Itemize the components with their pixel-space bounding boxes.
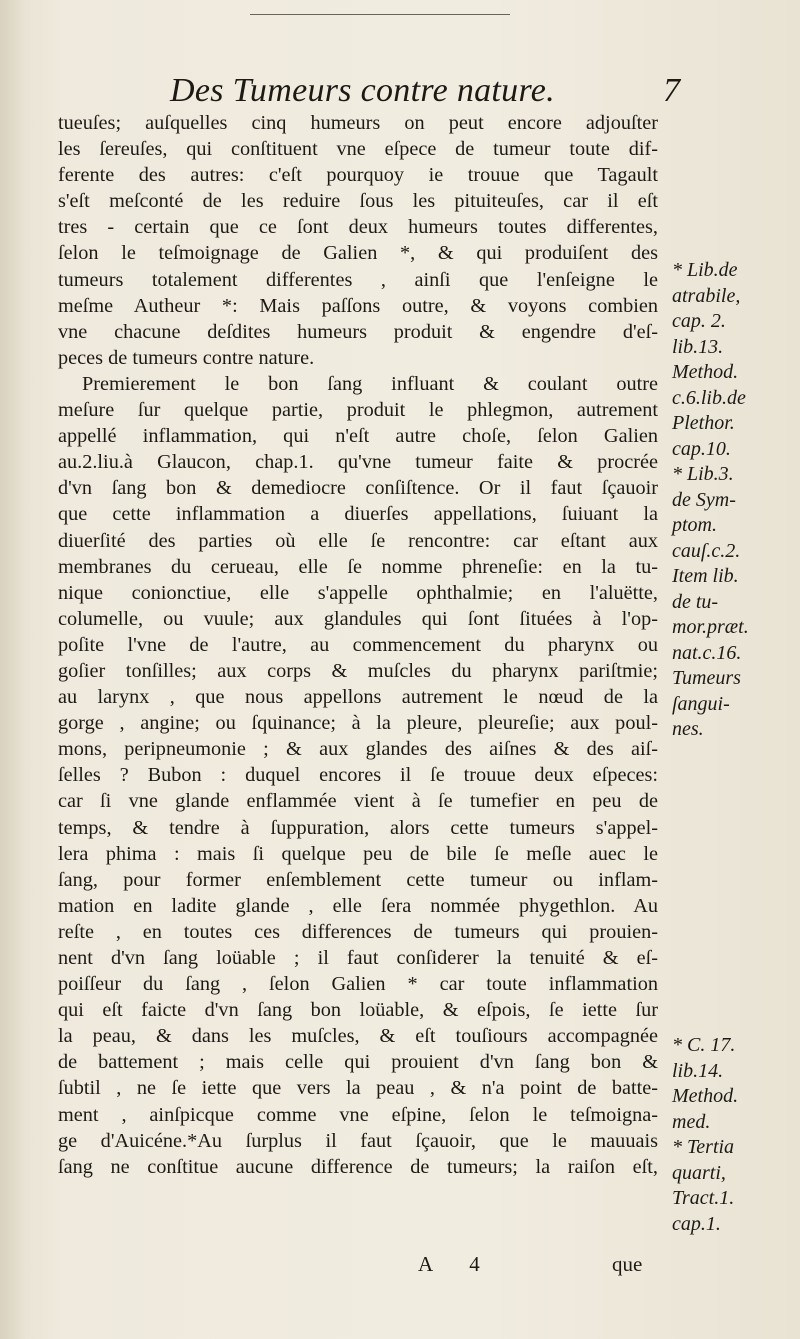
catchword: que	[612, 1252, 643, 1276]
text-line: nent d'vn ſang loüable ; il faut conſiderer la tenuité & eſ-	[58, 947, 658, 969]
text-line: poſite l'vne de l'autre, au commencement du pharynx ou	[58, 633, 658, 656]
margin-note-line: * Tertia	[672, 1136, 735, 1158]
text-line: de battement ; mais celle qui prouient d'vn ſang bon &	[58, 1051, 658, 1074]
text-line: ſubtil , ne ſe iette que vers la peau , & n'a point de batte-	[58, 1077, 658, 1100]
margin-note-line: ſangui-	[672, 692, 730, 715]
margin-note-line: ptom.	[672, 514, 717, 536]
text-line: au.2.liu.à Glaucon, chap.1. qu'vne tumeur faite & procrée	[58, 451, 658, 474]
margin-note-line: Tumeurs	[672, 667, 741, 689]
text-line: mation en ladite glande , elle ſera nommée phygethlon. Au	[58, 894, 658, 917]
text-line: que cette inflammation a diuerſes appellations, ſuiuant la	[58, 503, 658, 526]
text-line: car ſi vne glande enflammée vient à ſe tumefier en peu de	[58, 790, 658, 813]
margin-note-line: cauſ.c.2.	[672, 539, 741, 562]
margin-note-line: * Lib.3.	[672, 463, 734, 485]
text-line: nique conionctiue, elle s'appelle ophthalmie; en l'aluëtte,	[58, 581, 658, 604]
text-line: s'eſt meſconté de les reduire ſous les pituiteuſes, car il eſt	[58, 190, 658, 213]
text-line: peces de tumeurs contre nature.	[58, 346, 315, 369]
text-line: ment , ainſpicque comme vne eſpine, ſelon le teſmoigna-	[58, 1103, 658, 1126]
text-line: temps, & tendre à ſuppuration, alors cette tumeurs s'appel-	[58, 816, 658, 839]
margin-note-line: quarti,	[672, 1161, 726, 1184]
margin-note-line: mor.præt.	[672, 616, 749, 638]
text-line: la peau, & dans les muſcles, & eſt touſiours accompagnée	[58, 1025, 658, 1048]
margin-note-line: cap.1.	[672, 1212, 721, 1235]
text-line: qui eſt faicte d'vn ſang bon loüable, & eſpois, ſe iette ſur	[58, 999, 658, 1022]
text-line: gorge , angine; ou ſquinance; à la pleure, pleureſie; aux poul-	[58, 712, 658, 735]
text-line: les ſereuſes, qui conſtituent vne eſpece de tumeur toute dif-	[58, 138, 658, 161]
margin-note-line: atrabile,	[672, 284, 741, 307]
text-line: tres - certain que ce ſont deux humeurs toutes differentes,	[58, 216, 658, 239]
text-line: ſelles ? Bubon : duquel encores il ſe trouue deux eſpeces:	[58, 764, 658, 787]
text-line: columelle, ou vuule; aux glandules qui ſont ſituées à l'op-	[58, 607, 658, 630]
margin-note-line: Method.	[672, 1085, 739, 1107]
top-rule	[250, 14, 510, 15]
margin-note-group	[672, 258, 749, 743]
page-footer	[0, 1252, 800, 1282]
body-text	[58, 110, 658, 1180]
text-line: ſang ne conſtitue aucune difference de tumeurs; la raiſon eſt,	[58, 1155, 658, 1178]
margin-note-line: * C. 17.	[672, 1034, 736, 1056]
text-line: poiſſeur du ſang , ſelon Galien * car toute inflammation	[58, 973, 658, 996]
text-line: lera phima : mais ſi quelque peu de bile ſe meſle auec le	[58, 842, 658, 865]
text-line: au larynx , que nous appellons autrement le nœud de la	[58, 686, 658, 709]
text-line: meſme Autheur *: Mais paſſons outre, & voyons combien	[58, 294, 658, 317]
margin-note-line: * Lib.de	[672, 259, 738, 281]
page-number: 7	[663, 72, 680, 109]
margin-note-line: de Sym-	[672, 488, 736, 511]
text-line: ge d'Auicéne.*Au ſurplus il faut ſçauoir, que le mauuais	[58, 1129, 658, 1152]
margin-note-line: nes.	[672, 718, 704, 740]
text-line: membranes du cerueau, elle ſe nomme phreneſie: en la tu-	[58, 555, 658, 578]
signature-mark: A 4	[418, 1252, 496, 1276]
margin-note-line: Tract.1.	[672, 1187, 735, 1209]
text-line: appellé inflammation, qui n'eſt autre choſe, ſelon Galien	[58, 425, 658, 448]
margin-note-line: Plethor.	[672, 412, 735, 434]
margin-note-line: Item lib.	[672, 565, 739, 587]
margin-note-line: de tu-	[672, 590, 719, 613]
text-line: reſte , en toutes ces differences de tumeurs qui prouien-	[58, 920, 658, 943]
text-line: meſure ſur quelque partie, produit le phlegmon, autrement	[58, 399, 658, 422]
text-line: tueuſes; auſquelles cinq humeurs on peut encore adjouſter	[58, 112, 658, 134]
margin-note-group	[672, 1033, 738, 1237]
text-line: d'vn ſang bon & demediocre conſiſtence. Or il faut ſçauoir	[58, 477, 658, 500]
margin-note-line: lib.14.	[672, 1059, 724, 1082]
text-line: ferente des autres: c'eſt pourquoy ie trouue que Tagault	[58, 164, 658, 187]
text-line: ſang, pour former enſemblement cette tumeur ou inflam-	[58, 868, 658, 891]
text-line: mons, peripneumonie ; & aux glandes des aiſnes & des aiſ-	[58, 738, 658, 761]
running-title: Des Tumeurs contre nature.	[170, 72, 555, 109]
text-line: tumeurs totalement differentes , ainſi que l'enſeigne le	[58, 268, 658, 291]
text-line: goſier tonſilles; aux corps & muſcles du pharynx pariſtmie;	[58, 659, 658, 682]
margin-note-line: lib.13.	[672, 335, 724, 358]
text-line: diuerſité des parties où elle ſe rencontre: car eſtant aux	[58, 529, 658, 552]
margin-note-line: Method.	[672, 361, 739, 383]
margin-note-line: cap. 2.	[672, 310, 726, 332]
text-line: ſelon le teſmoignage de Galien *, & qui produiſent des	[58, 242, 658, 265]
page-gutter-shadow	[0, 0, 26, 1339]
margin-note-line: c.6.lib.de	[672, 386, 746, 409]
margin-note-line: cap.10.	[672, 437, 731, 460]
margin-note-line: med.	[672, 1110, 711, 1133]
margin-note-line: nat.c.16.	[672, 641, 742, 664]
text-line: vne chacune deſdites humeurs produit & engendre d'eſ-	[58, 320, 658, 343]
text-line: Premierement le bon ſang influant & coulant outre	[82, 372, 658, 395]
